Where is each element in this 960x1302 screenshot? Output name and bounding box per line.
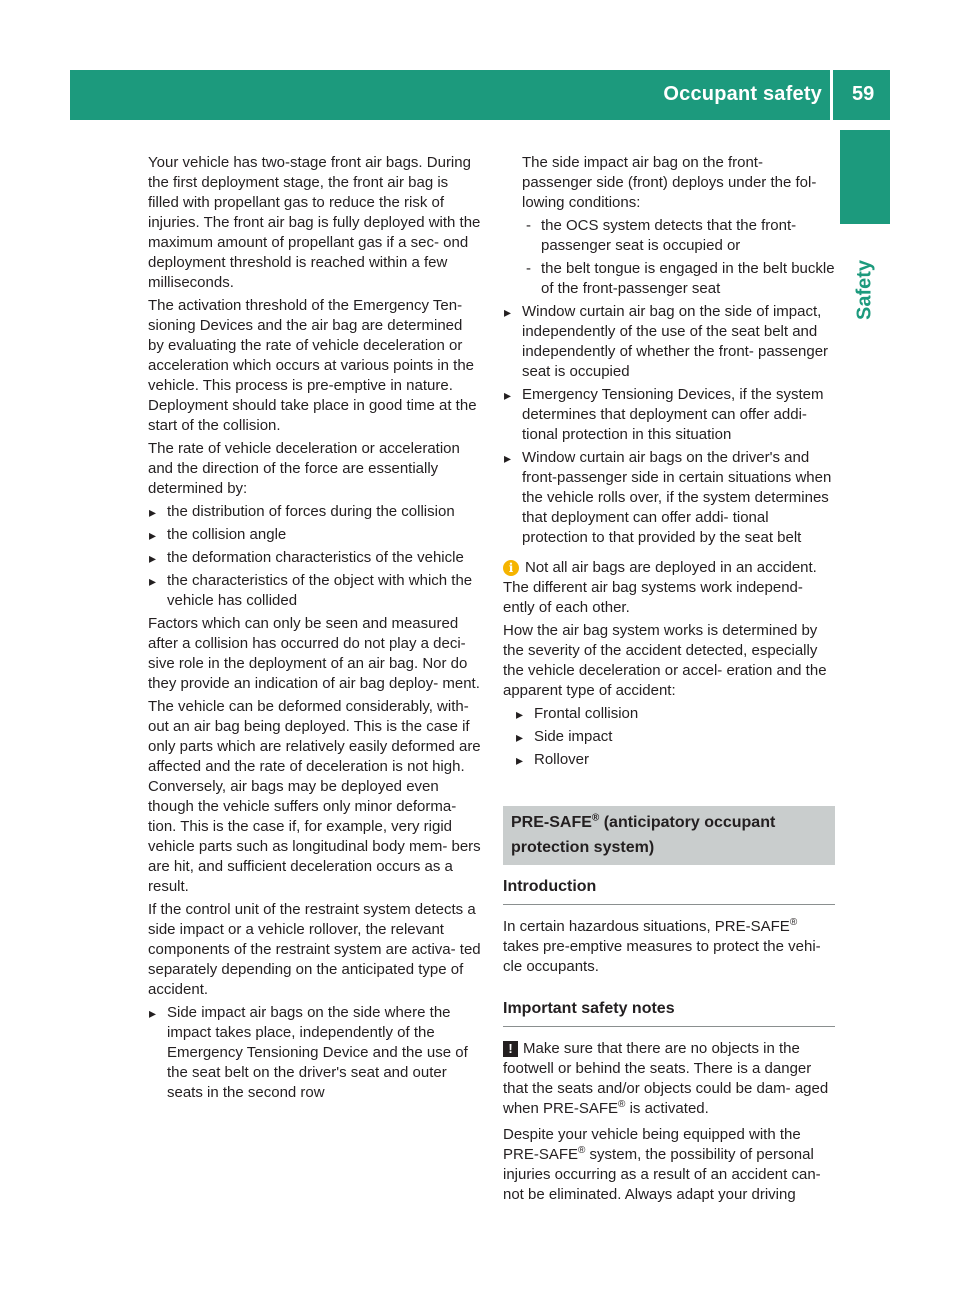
paragraph: The rate of vehicle deceleration or acceleration and the direction of the force are essentially determined by:: [148, 440, 460, 497]
paragraph: If the control unit of the restraint system detects a side impact or a vehicle rollover, the relevant components of the restraint system are activa- ted separately depending on the anticipated type of accident.: [148, 901, 481, 998]
list-item: ▸ Rollover: [515, 750, 835, 770]
section-heading-text: (anticipatory occupant protection system): [511, 814, 776, 856]
list-item: ▸ the distribution of forces during the collision: [148, 502, 482, 522]
list-item: ▸ the collision angle: [148, 525, 482, 545]
page-header-bar: [70, 70, 890, 120]
text-run: system, the possibility of personal injuries occurring as a result of an accident can- not be eliminated. Always adapt your driving: [503, 1146, 821, 1203]
section-heading: [503, 806, 835, 865]
header-divider: [830, 70, 833, 120]
list-item: ▸ Window curtain air bag on the side of impact, independently of the use of the seat belt and independently of whether the front- passenger seat is occupied: [503, 302, 835, 382]
list-item: ▸ Window curtain air bags on the driver's and front-passenger side in certain situations when the vehicle rolls over, if the system determines that deployment can offer addi- tional protection to that provided by the seat belt: [503, 448, 835, 548]
bullet-list: [148, 502, 482, 611]
section-side-label: [837, 235, 893, 345]
paragraph: The activation threshold of the Emergency Ten- sioning Devices and the air bag are determined by evaluating the rate of vehicle deceleration or acceleration which occurs at various points in the vehicle. This process is pre-emptive in nature. Deployment should take place in good time at the start of the collision.: [148, 297, 477, 434]
paragraph: The side impact air bag on the front- passenger side (front) deploys under the fol- lowing conditions:: [522, 154, 817, 211]
bullet-list: [503, 302, 835, 548]
text-run: Despite your vehicle being equipped with the PRE-SAFE: [503, 1126, 801, 1163]
warning-note-text: [503, 1039, 835, 1119]
section-side-label-text: Safety: [853, 259, 876, 321]
paragraph: Factors which can only be seen and measured after a collision has occurred do not play a deci- sive role in the deployment of an air bag. Nor do they provide an indication of air bag deploy- ment.: [148, 615, 480, 692]
list-item: ▸ the characteristics of the object with which the vehicle has collided: [148, 571, 482, 611]
left-column: [148, 153, 482, 1106]
list-item: - the belt tongue is engaged in the belt buckle of the front-passenger seat: [522, 259, 835, 299]
section-tab-marker: [840, 130, 890, 224]
section-heading-text: PRE-SAFE: [511, 814, 592, 831]
warning-icon: !: [503, 1041, 518, 1057]
list-item: ▸ Side impact: [515, 727, 835, 747]
registered-mark: ®: [789, 917, 798, 928]
list-item: ▸ Emergency Tensioning Devices, if the system determines that deployment can offer addi- tional protection in this situation: [503, 385, 835, 445]
paragraph: [503, 917, 835, 977]
paragraph: [503, 1125, 835, 1205]
dash-list: [522, 216, 835, 299]
list-item: - the OCS system detects that the front- passenger seat is occupied or: [522, 216, 835, 256]
bullet-list: [515, 704, 835, 770]
text-run: takes pre-emptive measures to protect the vehi- cle occupants.: [503, 938, 821, 975]
list-item: ▸ Side impact air bags on the side where the impact takes place, independently of the Emergency Tensioning Device and the use of the seat belt on the driver's seat and outer seats in the second row: [148, 1003, 482, 1103]
text-run: is activated.: [625, 1100, 709, 1117]
paragraph: The vehicle can be deformed considerably, with- out an air bag being deployed. This is the case if only parts which are relatively easily deformed are affected and the rate of deceleration is not high. Conversely, air bags may be deployed even though the vehicle suffers only minor deforma- tion. This is the case if, for example, very rigid vehicle parts such as longitudinal body mem- bers are hit, and sufficient deceleration occurs as a result.: [148, 698, 481, 895]
registered-mark: ®: [591, 812, 600, 824]
info-note-text: How the air bag system works is determined by the severity of the accident detected, especially the vehicle deceleration or accel- eration and the apparent type of accident:: [503, 622, 827, 699]
list-item: ▸ Frontal collision: [515, 704, 835, 724]
text-run: In certain hazardous situations, PRE-SAFE: [503, 918, 790, 935]
text-run: Make sure that there are no objects in the footwell or behind the seats. There is a danger that the seats and/or objects could be dam- aged when PRE-SAFE: [503, 1040, 829, 1117]
page-number: 59: [852, 83, 875, 105]
page-title: Occupant safety: [663, 83, 822, 105]
registered-mark: ®: [618, 1099, 626, 1110]
subheading-introduction: Introduction: [503, 877, 835, 905]
right-column: [503, 153, 835, 1208]
warning-note: [503, 1039, 835, 1119]
info-note: [503, 558, 835, 770]
info-note-text: Not all air bags are deployed in an accident. The different air bag systems work independ- ently of each other.: [503, 559, 817, 616]
list-item: ▸ the deformation characteristics of the vehicle: [148, 548, 482, 568]
info-icon: i: [503, 560, 519, 576]
paragraph: Your vehicle has two-stage front air bags. During the first deployment stage, the front air bag is filled with propellant gas to reduce the risk of injuries. The front air bag is fully deployed with the maximum amount of propellant gas if a sec- ond deployment threshold is reached within a few milliseconds.: [148, 154, 481, 291]
subheading-safety-notes: Important safety notes: [503, 999, 835, 1027]
registered-mark: ®: [578, 1145, 586, 1156]
